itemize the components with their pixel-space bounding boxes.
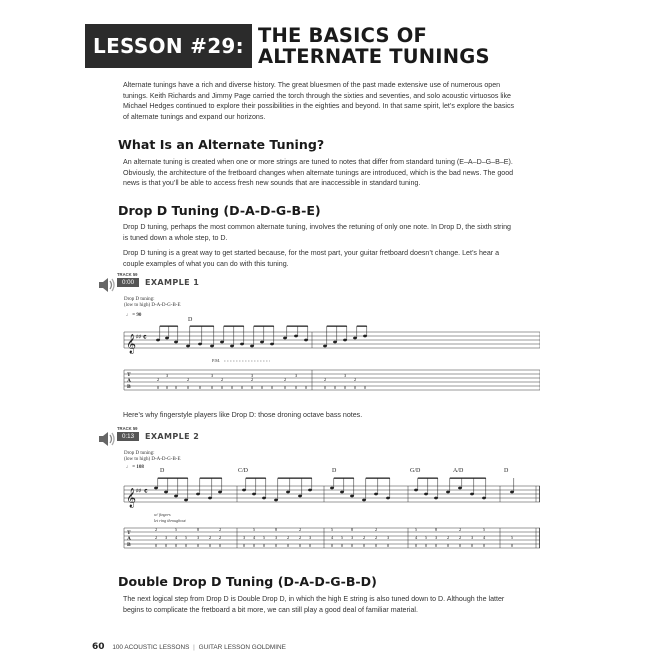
tab-number: 2 [283, 377, 287, 382]
tab-number: 5 [262, 535, 266, 540]
tab-number: 5 [174, 527, 178, 532]
note-head [434, 497, 438, 500]
note-head [343, 339, 347, 342]
tab-number: 2 [458, 527, 462, 532]
note-head [304, 339, 308, 342]
tab-number: 0 [270, 385, 274, 390]
lesson-title-line-1: THE BASICS OF [258, 24, 427, 47]
note-head [240, 343, 244, 346]
tab-number: 0 [298, 543, 302, 548]
section1-paragraph [123, 157, 545, 189]
tab-number: 0 [446, 543, 450, 548]
note-head [196, 493, 200, 496]
tab-number: 5 [184, 535, 188, 540]
tuning-label: Drop D tuning: [124, 451, 155, 456]
tab-number: 8 [434, 527, 438, 532]
example1-audio-track[interactable] [98, 272, 210, 294]
tab-number: 5 [424, 535, 428, 540]
note-head [165, 337, 169, 340]
tab-number: 0 [274, 543, 278, 548]
intro-line: Michael Hedges continued to explore their possibilities in the eighties and beyond. In that same spirit, let’s explore the basics [123, 102, 515, 111]
heading-double-drop-d-tuning: Double Drop D Tuning (D-A-D-G-B-D) [118, 574, 377, 589]
tab-number: 0 [294, 385, 298, 390]
tab-number: 0 [362, 543, 366, 548]
tab-number: 2 [286, 535, 290, 540]
series-title: GUITAR LESSON GOLDMINE [198, 644, 286, 651]
drop-d-paragraph-2 [123, 248, 545, 269]
key-signature-icon: ♯♯ [136, 335, 141, 340]
tab-number: 0 [250, 385, 254, 390]
example2-audio-track[interactable] [98, 426, 210, 448]
technique-annotation: let ring throughout [154, 518, 186, 523]
tab-letter-t: T [127, 372, 131, 378]
note-head [230, 345, 234, 348]
tab-letter-a: A [127, 536, 131, 542]
palm-mute-marking: P.M. [212, 358, 221, 363]
track-label: TRACK 59 [117, 272, 138, 277]
tab-letter-b: B [127, 542, 131, 548]
note-head [242, 489, 246, 492]
section1-line: news is that you’ll be able to access fresh new sounds that are inaccessible in standard tuning. [123, 179, 421, 188]
speaker-icon[interactable] [98, 277, 116, 293]
technique-annotation: w/ fingers [154, 512, 171, 517]
tab-number: 2 [298, 535, 302, 540]
tab-number: 2 [446, 535, 450, 540]
tab-number: 3 [350, 535, 354, 540]
between-examples-text: Here’s why fingerstyle players like Drop D: those droning octave bass notes. [123, 411, 363, 419]
tab-number: 5 [330, 527, 334, 532]
tab-number: 0 [230, 385, 234, 390]
tab-number: 2 [298, 527, 302, 532]
note-head [353, 337, 357, 340]
tab-number: 2 [362, 535, 366, 540]
note-beam [278, 478, 312, 479]
note-head [308, 489, 312, 492]
example1-tab-numbers [157, 373, 367, 390]
tab-number: 0 [164, 543, 168, 548]
tab-number: 0 [186, 385, 190, 390]
tab-number: 0 [154, 543, 158, 548]
note-beam [327, 326, 347, 327]
tab-number: 3 [242, 535, 246, 540]
heading-drop-d-tuning: Drop D Tuning (D-A-D-G-B-E) [118, 203, 321, 218]
note-head [220, 341, 224, 344]
tab-number: 5 [252, 527, 256, 532]
tab-number: 0 [174, 385, 178, 390]
chord-symbol: D [160, 468, 165, 474]
note-beam [357, 326, 367, 327]
note-head [298, 495, 302, 498]
tab-number: 3 [434, 535, 438, 540]
tab-number: 0 [198, 385, 202, 390]
tab-number: 3 [250, 373, 254, 378]
note-beam [224, 326, 244, 327]
tab-number: 0 [414, 543, 418, 548]
tab-number: 0 [343, 385, 347, 390]
tab-number: 2 [374, 527, 378, 532]
tab-number: 5 [482, 527, 486, 532]
example2-notation [120, 448, 540, 558]
intro-paragraph [123, 80, 545, 122]
tab-number: 5 [340, 535, 344, 540]
tab-number: 5 [414, 527, 418, 532]
intro-line: tunings. Keith Richards and Jimmy Page carried the torch through the sixties and seventies, and solo acoustic virtuosos like [123, 91, 511, 100]
note-head [323, 345, 327, 348]
intro-line: of alternate tunings and expand our horizons. [123, 112, 266, 121]
tab-number: 3 [470, 535, 474, 540]
tab-number: 4 [252, 535, 256, 540]
note-head [250, 345, 254, 348]
note-head [260, 341, 264, 344]
tab-number: 2 [154, 527, 158, 532]
tab-number: 2 [250, 377, 254, 382]
drop-d-line: Drop D tuning, perhaps the most common alternate tuning, involves the retuning of only one note. In Drop D, the sixth string [123, 223, 512, 231]
tab-number: 0 [196, 543, 200, 548]
tab-number: 0 [165, 385, 169, 390]
tuning-detail: (low to high) D-A-D-G-B-E [124, 303, 181, 308]
tab-number: 2 [156, 377, 160, 382]
tab-number: 4 [330, 535, 334, 540]
tab-number: 0 [323, 385, 327, 390]
tab-number: 0 [184, 543, 188, 548]
tab-number: 0 [156, 385, 160, 390]
tab-number: 0 [174, 543, 178, 548]
track-time[interactable]: 0:00 [117, 278, 139, 287]
note-head [283, 337, 287, 340]
lesson-title [258, 25, 490, 67]
chord-symbol: G/D [410, 468, 421, 474]
note-beam [200, 478, 222, 479]
book-title: 100 ACOUSTIC LESSONS [112, 644, 190, 651]
tab-letter-t: T [127, 530, 131, 536]
time-signature-icon: 𝄴 [144, 487, 148, 496]
tab-number: 0 [308, 543, 312, 548]
tab-number: 3 [274, 535, 278, 540]
chord-symbol: D [332, 468, 337, 474]
note-head [374, 493, 378, 496]
tab-number: 0 [482, 543, 486, 548]
tab-number: 4 [414, 535, 418, 540]
tab-number: 0 [510, 543, 514, 548]
tab-number: 2 [220, 377, 224, 382]
note-head [218, 491, 222, 494]
note-head [470, 493, 474, 496]
tempo-marking: ♩ = 90 [126, 313, 142, 318]
note-head [386, 497, 390, 500]
tab-number: 0 [286, 543, 290, 548]
drop-d-line: is tuned down a whole step, to D. [123, 233, 228, 242]
note-head [333, 341, 337, 344]
tab-number: 8 [274, 527, 278, 532]
tab-number: 0 [210, 385, 214, 390]
note-head [262, 497, 266, 500]
note-head [424, 493, 428, 496]
tab-number: 0 [330, 543, 334, 548]
tab-number: 3 [164, 535, 168, 540]
note-head [164, 491, 168, 494]
tab-number: 0 [218, 543, 222, 548]
tab-letter-a: A [127, 378, 131, 384]
tab-number: 2 [353, 377, 357, 382]
note-head [330, 487, 334, 490]
example-2-label: EXAMPLE 2 [145, 432, 200, 441]
lesson-number-banner [85, 24, 252, 68]
chord-symbol: C/D [238, 468, 249, 474]
tab-number: 0 [350, 543, 354, 548]
note-head [458, 487, 462, 490]
tab-number: 0 [458, 543, 462, 548]
note-head [208, 497, 212, 500]
note-head [156, 339, 160, 342]
tab-number: 0 [353, 385, 357, 390]
tab-number: 4 [482, 535, 486, 540]
tab-number: 0 [260, 385, 264, 390]
tempo-marking: ♩ = 108 [126, 465, 144, 470]
tab-number: 3 [294, 373, 298, 378]
tab-number: 2 [374, 535, 378, 540]
note-head [154, 487, 158, 490]
example-1-label: EXAMPLE 1 [145, 278, 200, 287]
note-head [270, 343, 274, 346]
note-head [510, 491, 514, 494]
note-head [184, 499, 188, 502]
tab-number: 8 [350, 527, 354, 532]
key-signature-icon: ♯♯ [136, 489, 141, 494]
tuning-detail: (low to high) D-A-D-G-B-E [124, 457, 181, 462]
note-head [186, 345, 190, 348]
heading-what-is-alternate-tuning: What Is an Alternate Tuning? [118, 137, 325, 152]
example2-tab-numbers [155, 527, 514, 548]
track-label: TRACK 59 [117, 426, 138, 431]
tab-number: 0 [208, 543, 212, 548]
note-beam [254, 326, 274, 327]
tab-number: 3 [165, 373, 169, 378]
note-beam [418, 478, 438, 479]
tab-number: 3 [210, 373, 214, 378]
section1-line: An alternate tuning is created when one or more strings are tuned to notes that differ from standard tuning (E–A–D–G–B–E). [123, 158, 513, 166]
tab-number: 2 [154, 535, 158, 540]
speaker-icon[interactable] [98, 431, 116, 447]
tab-number: 2 [458, 535, 462, 540]
tab-number: 0 [470, 543, 474, 548]
note-head [414, 489, 418, 492]
note-head [174, 495, 178, 498]
chord-symbol: D [188, 317, 193, 323]
tab-number: 0 [434, 543, 438, 548]
tab-number: 0 [333, 385, 337, 390]
treble-clef-icon: 𝄞 [126, 488, 137, 507]
note-head [362, 499, 366, 502]
lesson-title-line-2: ALTERNATE TUNINGS [258, 45, 490, 68]
note-beam [287, 326, 308, 327]
tab-number: 0 [386, 543, 390, 548]
drop-d-paragraph-1 [123, 222, 545, 243]
note-head [446, 491, 450, 494]
drop-d-line: Drop D tuning is a great way to get started because, for the most part, your guitar fretboard doesn’t change. Let’s hear a [123, 249, 500, 257]
tab-number: 2 [186, 377, 190, 382]
note-beam [160, 326, 178, 327]
tab-number: 2 [218, 535, 222, 540]
double-drop-d-paragraph [123, 594, 545, 615]
drop-d-line: couple examples of what you can do with this tuning. [123, 259, 289, 268]
note-head [350, 495, 354, 498]
note-head [286, 491, 290, 494]
track-time[interactable]: 0:13 [117, 432, 139, 441]
note-head [274, 499, 278, 502]
tab-number: 0 [363, 385, 367, 390]
tab-number: 3 [343, 373, 347, 378]
tab-number: 2 [323, 377, 327, 382]
tab-number: 0 [304, 385, 308, 390]
note-head [198, 343, 202, 346]
page-footer [92, 642, 286, 652]
section1-line: Obviously, the architecture of the fretboard changes when alternate tunings are introduced, which is the bad news. The good [123, 168, 514, 177]
tab-number: 0 [374, 543, 378, 548]
note-beam [158, 478, 188, 479]
tab-number: 0 [424, 543, 428, 548]
intro-line: Alternate tunings have a rich and diverse history. The great bluesmen of the past made extensive use of numerous open [123, 81, 501, 89]
note-head [340, 491, 344, 494]
tab-number: 0 [252, 543, 256, 548]
tab-number: 3 [196, 535, 200, 540]
note-head [363, 335, 367, 338]
note-beam [450, 478, 486, 479]
page-number: 60 [92, 642, 105, 652]
tab-number: 0 [283, 385, 287, 390]
tab-number: 0 [340, 543, 344, 548]
lesson-number: LESSON #29: [93, 34, 244, 58]
tab-number: 3 [308, 535, 312, 540]
chord-symbol: A/D [453, 468, 464, 474]
tab-number: 3 [386, 535, 390, 540]
tab-number: 0 [242, 543, 246, 548]
tab-number: 0 [220, 385, 224, 390]
note-head [252, 493, 256, 496]
note-beam [246, 478, 266, 479]
tab-number: 2 [208, 535, 212, 540]
tab-number: 0 [240, 385, 244, 390]
double-drop-d-line: begins to complicate the fretboard a bit more, we can still play a good deal of familiar material. [123, 605, 418, 614]
note-beam [366, 478, 390, 479]
tab-number: 0 [262, 543, 266, 548]
note-head [174, 341, 178, 344]
tuning-label: Drop D tuning: [124, 297, 155, 302]
tab-number: 5 [510, 535, 514, 540]
note-head [294, 335, 298, 338]
double-drop-d-line: The next logical step from Drop D is Double Drop D, in which the high E string is also tuned down to D. Although the latter [123, 595, 505, 603]
tab-number: 8 [196, 527, 200, 532]
chord-symbol: D [504, 468, 509, 474]
tab-number: 2 [218, 527, 222, 532]
note-beam [334, 478, 354, 479]
tab-number: 4 [174, 535, 178, 540]
tab-letter-b: B [127, 384, 131, 390]
treble-clef-icon: 𝄞 [126, 334, 137, 353]
footer-separator: | [193, 644, 195, 651]
time-signature-icon: 𝄴 [143, 333, 147, 342]
example1-notation [120, 294, 540, 400]
note-head [210, 345, 214, 348]
note-head [482, 497, 486, 500]
note-beam [190, 326, 214, 327]
